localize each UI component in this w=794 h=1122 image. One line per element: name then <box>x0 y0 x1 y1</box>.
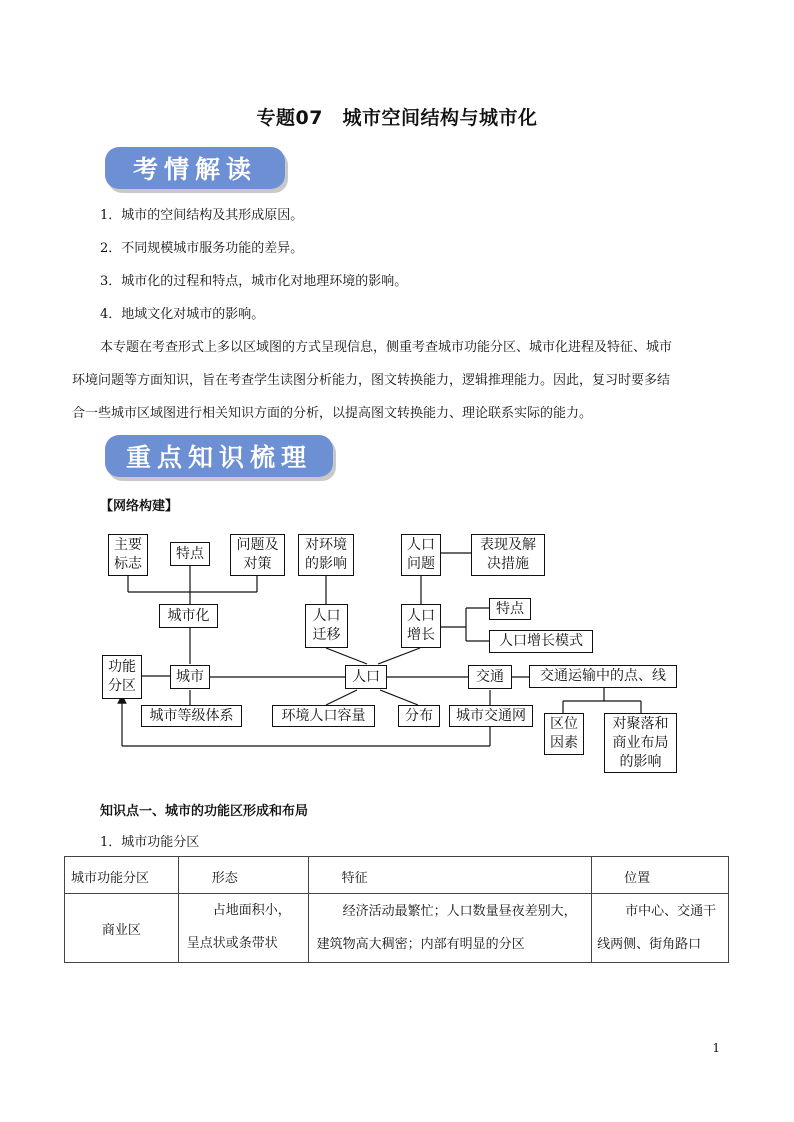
node-migration: 人口 迁移 <box>305 604 348 648</box>
paragraph-line: 合一些城市区域图进行相关知识方面的分析，以提高图文转换能力、理论联系实际的能力。 <box>72 406 593 421</box>
table-cell-zone: 商业区 <box>65 894 179 963</box>
table-cell-position: 市中心、交通干 线两侧、街角路口 <box>592 894 729 963</box>
functional-zone-table <box>64 856 729 963</box>
node-city-transport-network: 城市交通网 <box>449 705 533 727</box>
node-city-hierarchy: 城市等级体系 <box>141 705 242 727</box>
node-env-capacity: 环境人口容量 <box>272 705 375 727</box>
intro-item: 2．不同规模城市服务功能的差异。 <box>100 241 304 256</box>
table-header-cell: 特征 <box>308 857 592 894</box>
table-cell-shape: 占地面积小， 呈点状或条带状 <box>178 894 308 963</box>
node-urbanization: 城市化 <box>159 604 218 628</box>
node-settlement-impact: 对聚落和 商业布局 的影响 <box>604 713 677 773</box>
node-pop-problem: 人口 问题 <box>401 534 441 576</box>
node-growth-features: 特点 <box>489 598 531 620</box>
intro-item: 3．城市化的过程和特点，城市化对地理环境的影响。 <box>100 274 408 289</box>
node-problems-policy: 问题及 对策 <box>230 534 285 576</box>
paragraph-line: 环境问题等方面知识，旨在考查学生读图分析能力，图文转换能力，逻辑推理能力。因此，复习时要多结 <box>72 373 671 388</box>
node-manifest-measures: 表现及解 决措施 <box>471 534 545 576</box>
node-distribution: 分布 <box>398 705 440 727</box>
node-main-signs: 主要 标志 <box>108 534 148 576</box>
key-knowledge-banner: 重点知识梳理 <box>105 435 333 477</box>
table-header-cell: 形态 <box>178 857 308 894</box>
node-functional-zones: 功能 分区 <box>102 655 142 699</box>
node-features: 特点 <box>170 542 210 566</box>
table-row <box>65 894 729 963</box>
table-header-row <box>65 857 729 894</box>
exam-analysis-banner: 考情解读 <box>105 147 285 189</box>
intro-item: 4．地域文化对城市的影响。 <box>100 307 265 322</box>
node-population: 人口 <box>345 665 387 689</box>
node-transport-points-lines: 交通运输中的点、线 <box>529 665 677 688</box>
intro-item: 1．城市的空间结构及其形成原因。 <box>100 208 304 223</box>
sub-heading: 1．城市功能分区 <box>100 835 200 850</box>
page-number: 1 <box>712 1041 720 1055</box>
node-growth: 人口 增长 <box>401 604 441 648</box>
node-city: 城市 <box>170 665 210 689</box>
paragraph-line: 本专题在考查形式上多以区域图的方式呈现信息，侧重考查城市功能分区、城市化进程及特征、城市 <box>100 340 673 355</box>
knowledge-point-heading: 知识点一、城市的功能区形成和布局 <box>100 804 309 819</box>
table-header-cell: 城市功能分区 <box>65 857 179 894</box>
node-growth-mode: 人口增长模式 <box>489 630 593 653</box>
page-title: 专题07 城市空间结构与城市化 <box>256 107 538 129</box>
node-transport: 交通 <box>468 665 512 689</box>
network-heading: 【网络构建】 <box>100 499 179 514</box>
node-location-factors: 区位 因素 <box>544 713 584 755</box>
table-header-cell: 位置 <box>592 857 729 894</box>
node-env-impact: 对环境 的影响 <box>298 534 354 576</box>
table-cell-feature: 经济活动最繁忙；人口数量昼夜差别大， 建筑物高大稠密；内部有明显的分区 <box>308 894 592 963</box>
